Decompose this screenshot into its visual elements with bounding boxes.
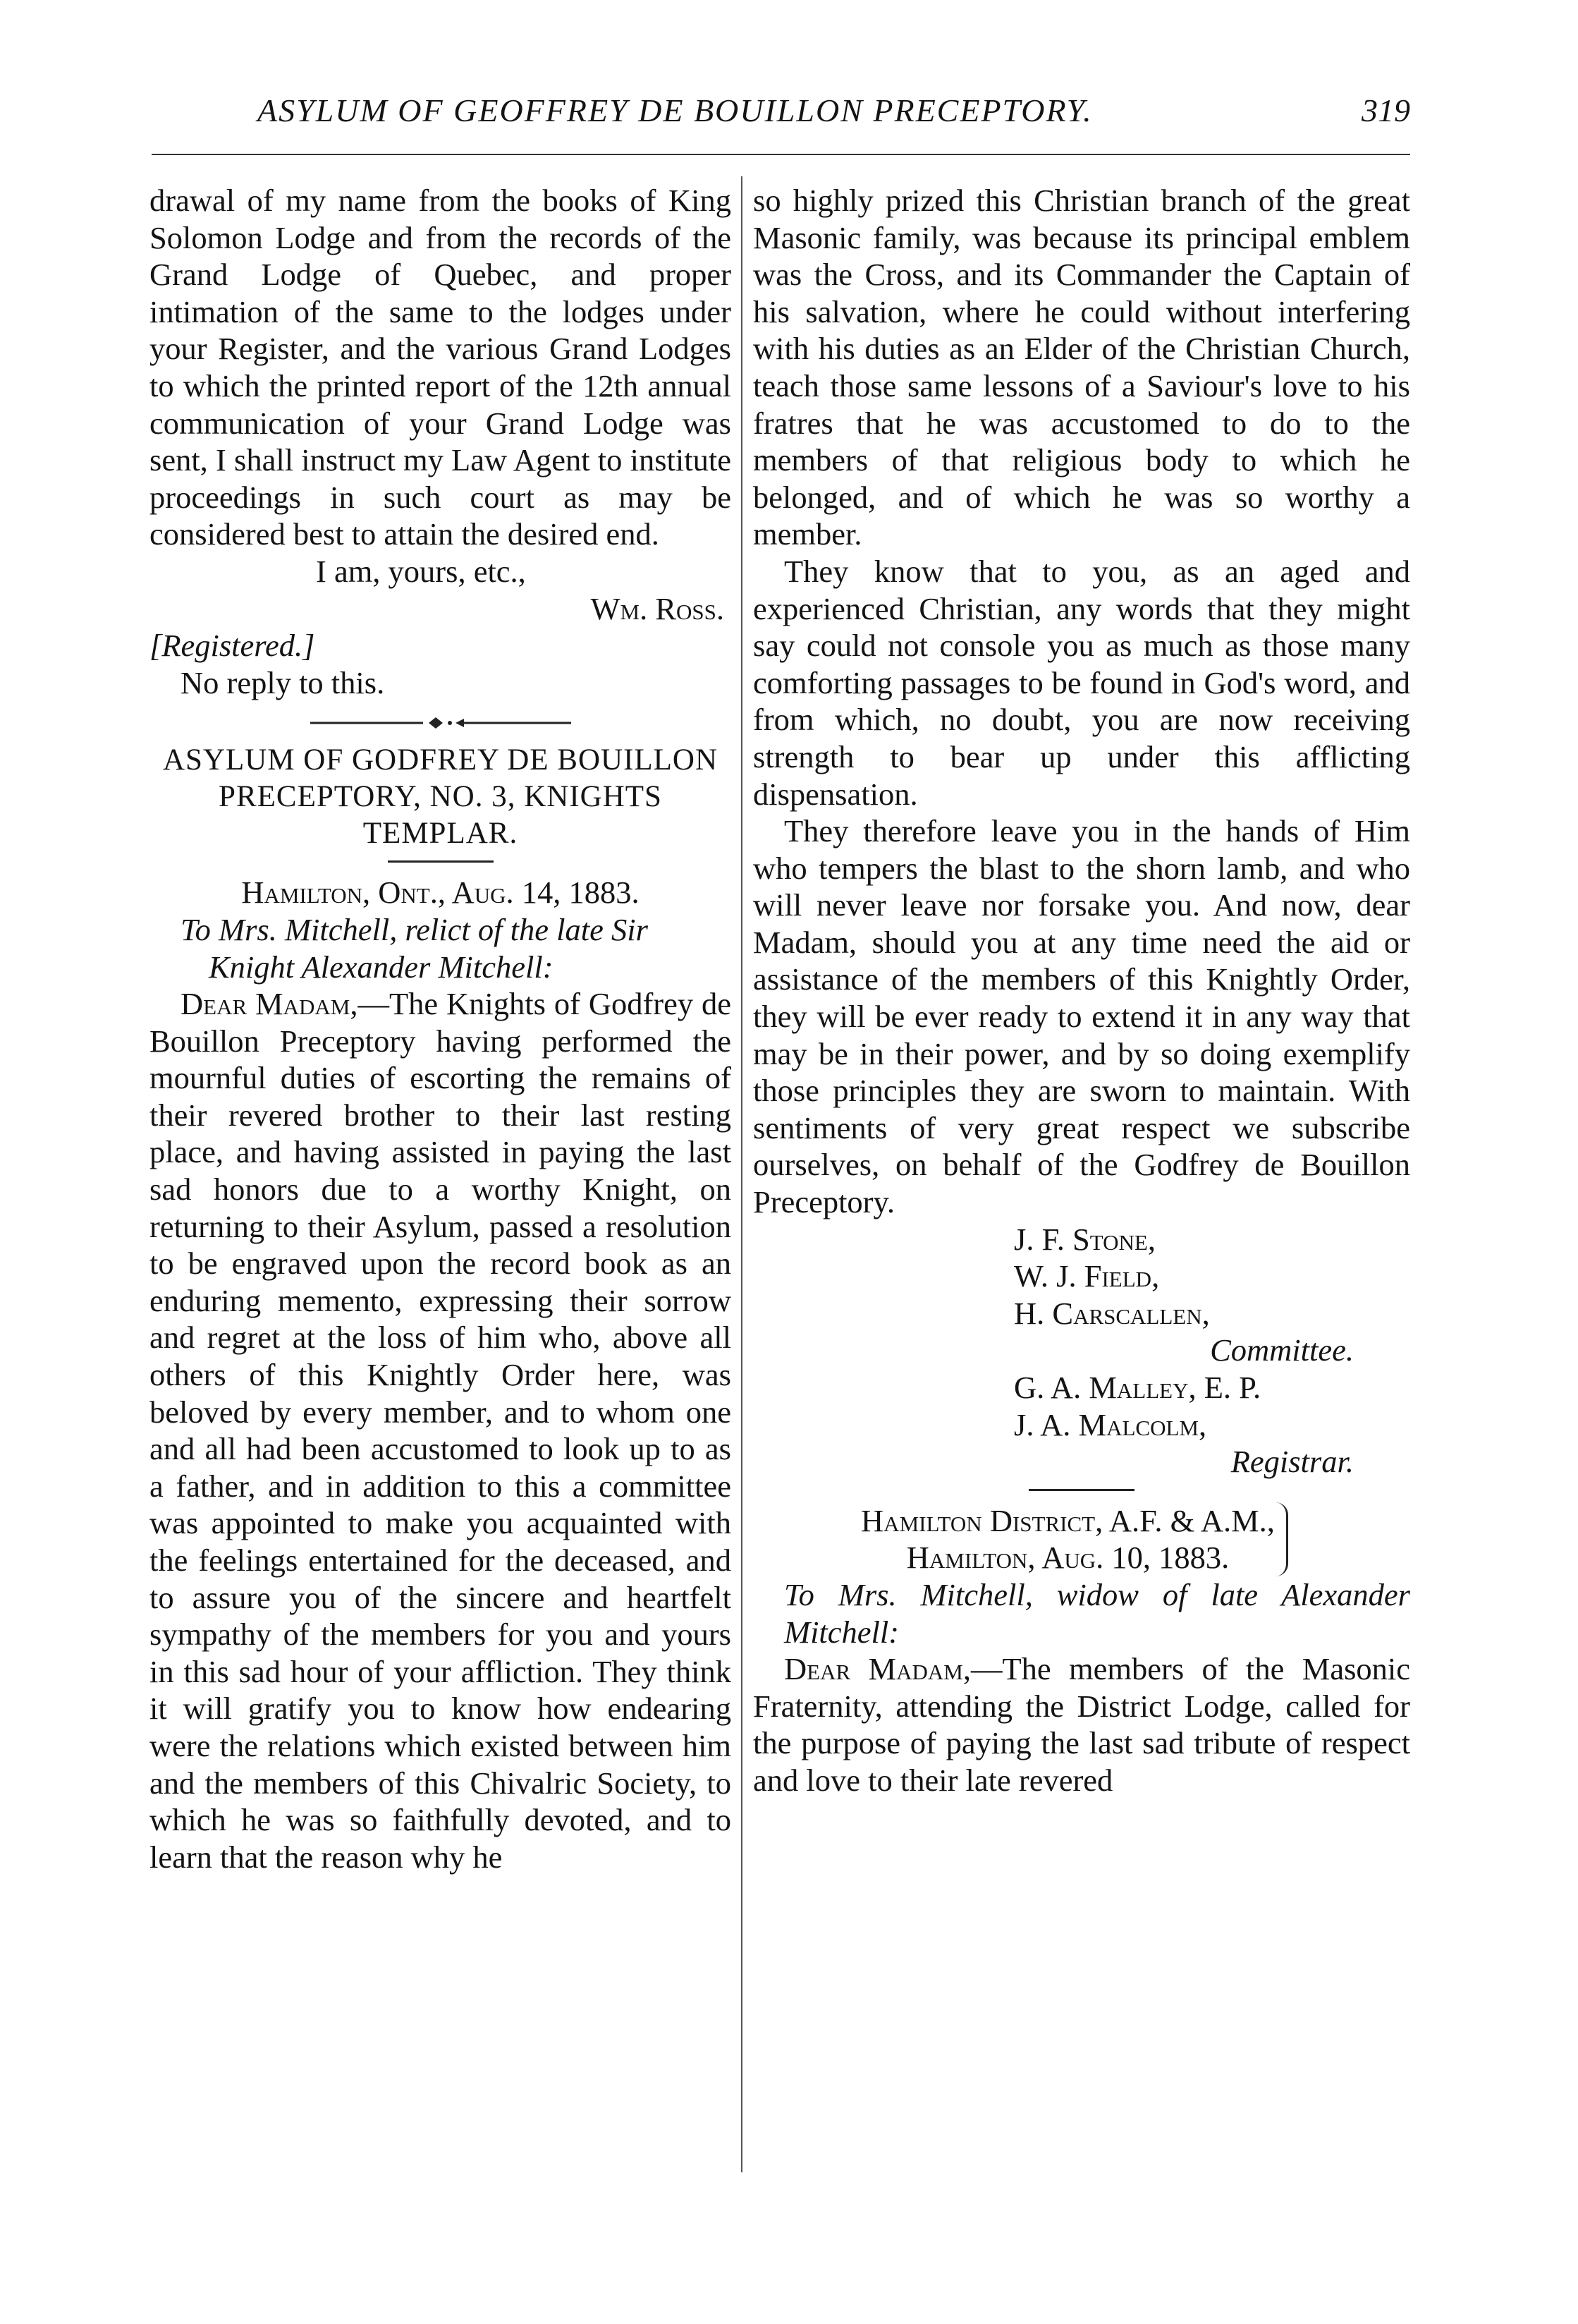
registered-note: [Registered.] [149,628,315,664]
signature-wm-ross: Wm. Ross. [590,590,724,626]
dateline: Hamilton, Ont., Aug. 14, 1883. [241,875,640,911]
letter-body-2 [753,1650,1410,1799]
title-rule [388,860,494,863]
district-line-1: Hamilton District, A.F. & A.M., [861,1502,1275,1538]
salutation-2: Dear Madam, [784,1651,971,1687]
district-bracket [861,1502,1288,1576]
letter-ending-paragraph: drawal of my name from the books of King Solomon Lodge and from the records of the Grand Lodge of Quebec, and proper intimation of the same to the lodges under your Register, and the various Grand Lodges to which the printed report of the 12th annual communication of your Grand Lodge was sent, I shall instruct my Law Agent to institute proceedings in such court as may be considered best to attain the desired end. [149,183,731,552]
address-line-2: Knight Alexander Mitchell: [209,949,553,985]
signer-name: W. J. Field, [1014,1258,1160,1294]
column-divider [741,176,742,2172]
letter-address-2: To Mrs. Mitchell, widow of late Alexander Mitchell: [784,1576,1410,1650]
continuation-paragraph: so highly prized this Christian branch of the great Masonic family, was because its principal emblem was the Cross, and its Commander the Captain of his salvation, where he could without interfering with his duties as an Elder of the Christian Church, teach those same lessons of a Saviour's love to his fratres that he was accustomed to do to the members of that religious body to which he belonged, and of which he was so worthy a member. [753,183,1410,552]
no-reply-note: No reply to this. [181,664,385,700]
section-ornament [310,714,571,732]
left-column [149,182,731,1875]
district-heading [753,1502,1410,1576]
letter-address [149,911,731,985]
committee-label: Committee. [1210,1332,1354,1368]
page-header [152,92,1410,148]
signer-name: J. F. Stone, [1014,1221,1156,1257]
letter-body [149,985,731,1875]
paragraph-3: They therefore leave you in the hands of Him who tempers the blast to the shorn lamb, and who will never leave nor forsake you. And now, dear Madam, should you at any time need the aid or assistance of the members of this Knightly Order, they will be ever ready to extend it in any way that may be in their power, and by so doing exemplify those principles they are sworn to maintain. With sentiments of very great respect we subscribe ourselves, on behalf of the Godfrey de Bouillon Preceptory. [753,813,1410,1220]
registrar-label: Registrar. [1230,1444,1354,1480]
committee-signers [1014,1221,1410,1480]
header-rule [152,154,1410,155]
signer-name: H. Carscallen, [1014,1295,1210,1331]
right-column [753,182,1410,1799]
running-head: ASYLUM OF GEOFFREY DE BOUILLON PRECEPTORY. [257,92,1093,128]
divider-rule [1029,1489,1134,1491]
address-line-1: To Mrs. Mitchell, relict of the late Sir [181,911,648,947]
letter-closing: I am, yours, etc., [316,553,526,589]
section-title: ASYLUM OF GODFREY DE BOUILLON PRECEPTORY, NO. 3, KNIGHTS TEMPLAR. [162,743,718,851]
signer-name: G. A. Malley, E. P. [1014,1370,1261,1405]
district-line-2: Hamilton, Aug. 10, 1883. [906,1540,1230,1576]
letter-body-2-text: —The members of the Masonic Fraternity, attending the District Lodge, called for the purpose of paying the last sad tribute of respect and love to their late revered [753,1651,1410,1798]
signer-name: J. A. Malcolm, [1014,1406,1207,1442]
paragraph-2: They know that to you, as an aged and experienced Christian, any words that they might say could not console you as much as those many comforting passages to be found in God's word, and from which, no doubt, you are now receiving strength to bear up under this afflicting dispensation. [753,553,1410,812]
salutation: Dear Madam, [181,986,358,1022]
letter-body-text: —The Knights of Godfrey de Bouillon Preceptory having performed the mournful duties of escorting the remains of their revered brother to their last resting place, and having assisted in paying the last sad honors due to a worthy Knight, on returning to their Asylum, passed a resolution to be engraved upon the record book as an enduring memento, expressing their sorrow and regret at the loss of him who, above all others of this Knightly Order here, was beloved by every member, and to whom one and all had been accustomed to look up to as a father, and in addition to this a committee was appointed to make you acquainted with the feelings entertained for the deceased, and to assure you of the sincere and heartfelt sympathy of the members for you and yours in this sad hour of your affliction. They think it will gratify you to know how endearing were the relations which existed between him and the members of this Chivalric Society, to which he was so faithfully devoted, and to learn that the reason why he [149,986,731,1875]
page-number: 319 [1362,92,1410,128]
